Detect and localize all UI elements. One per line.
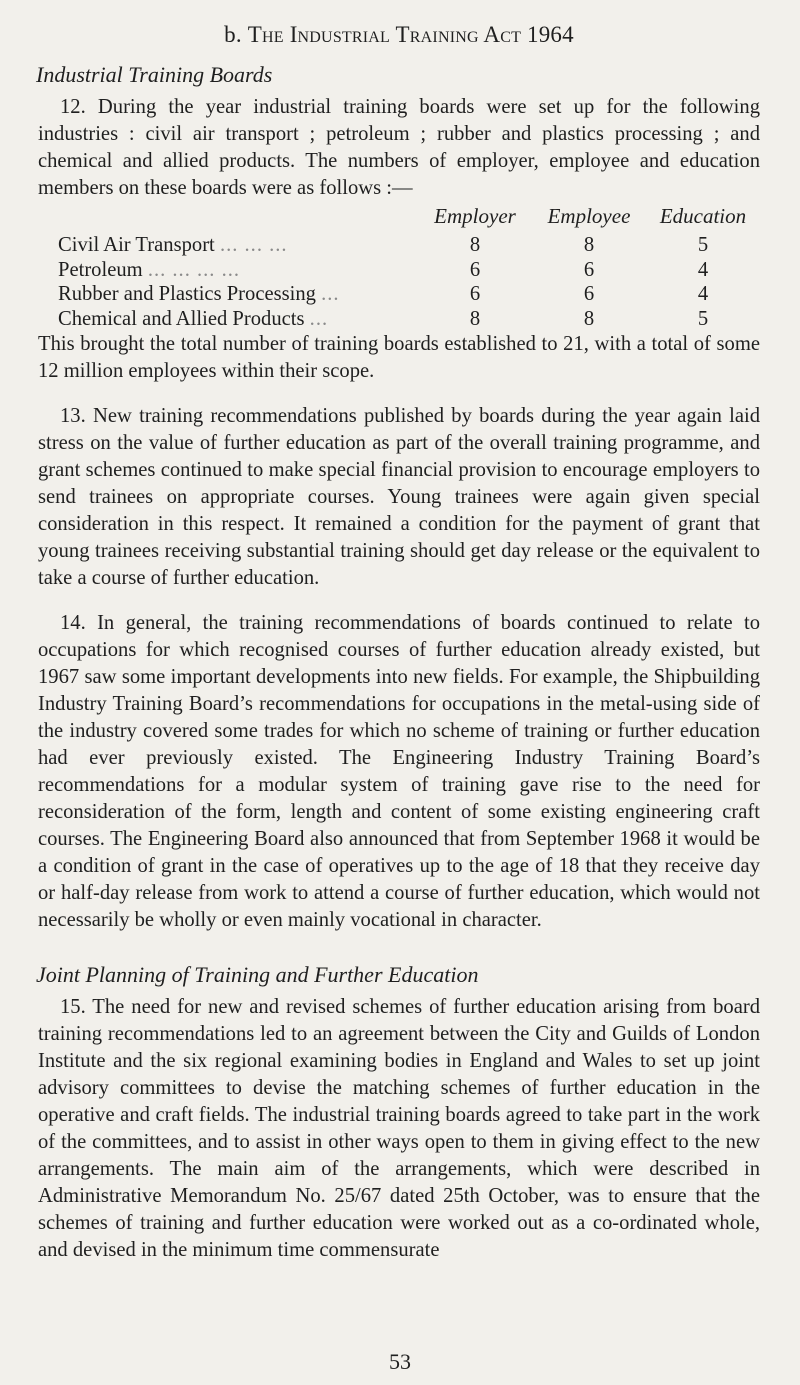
section-heading-industrial-training-boards: Industrial Training Boards (36, 62, 273, 87)
paragraph-after-table: This brought the total number of training boards established to 21, with a total of some 12 million employees within their scope. (38, 333, 760, 382)
education-count: 4 (697, 258, 709, 281)
paragraph-13: 13. New training recommendations published by boards during the year again laid stress on the value of further education as part of the overall training programme, and grant schemes continued to make special financial provision to encourage employers to send trainees on appropriate courses. Young trainees were again given special consideration in this respect. It remained a condition for the payment of grant that young trainees receiving substantial training should get day release or the equivalent to take a course of further education. (38, 405, 760, 589)
running-head-prefix: b. (224, 22, 242, 47)
employee-count: 6 (583, 283, 595, 305)
education-count: 5 (697, 234, 709, 256)
running-head (38, 0, 760, 48)
table-row (38, 307, 760, 332)
column-header-employer: Employer (434, 204, 516, 228)
education-count: 5 (697, 307, 709, 330)
dot-leader: ... (321, 283, 340, 305)
table-row (38, 258, 760, 283)
section-heading-joint-planning: Joint Planning of Training and Further Education (36, 962, 479, 987)
board-members-table (38, 204, 760, 331)
dot-leader: ... ... ... (219, 234, 288, 256)
page-number: 53 (389, 1349, 411, 1374)
employee-count: 8 (583, 234, 595, 256)
industry-cell: Civil Air Transport ... ... ... (58, 234, 288, 256)
employer-count: 8 (469, 307, 481, 330)
employer-count: 6 (469, 283, 481, 305)
paragraph-14: 14. In general, the training recommendations of boards continued to relate to occupations for which recognised courses of further education already existed, but 1967 saw some important developments into new fields. For example, the Shipbuilding Industry Training Board’s recommendations for occupations in the metal-using side of the industry covered some trades for which no scheme of training or further education had ever previously existed. The Engineering Industry Training Board’s recommendations for a modular system of training gave rise to the need for reconsideration of the form, length and content of some existing engineering craft courses. The Engineering Board also announced that from September 1968 it would be a condition of grant in the case of operatives up to the age of 18 that they receive day or half-day release from work to attend a course of further education, which would not necessarily be wholly or even mainly vocational in character. (38, 612, 760, 931)
employee-count: 6 (583, 258, 595, 281)
education-count: 4 (697, 283, 709, 305)
employer-count: 6 (469, 258, 481, 281)
column-header-employee: Employee (547, 204, 631, 228)
industry-cell: Chemical and Allied Products ... (58, 307, 329, 330)
table-header-row (38, 204, 760, 233)
running-head-title: The Industrial Training Act 1964 (247, 22, 574, 47)
table-row (38, 233, 760, 258)
paragraph-15: 15. The need for new and revised schemes of further education arising from board training recommendations led to an agreement between the City and Guilds of London Institute and the six regional examining bodies in England and Wales to set up joint advisory committees to devise the matching schemes of further education in the operative and craft fields. The industrial training boards agreed to take part in the work of the committees, and to assist in other ways open to them in giving effect to the new arrangements. The main aim of the arrangements, which were described in Administrative Memorandum No. 25/67 dated 25th October, was to ensure that the schemes of training and further education were worked out as a co-ordinated whole, and devised in the minimum time commensurate (38, 996, 760, 1261)
table-row (38, 282, 760, 307)
dot-leader: ... (309, 307, 329, 330)
employer-count: 8 (469, 234, 481, 256)
industry-cell: Rubber and Plastics Processing ... (58, 283, 340, 305)
dot-leader: ... ... ... ... (147, 258, 241, 281)
employee-count: 8 (583, 307, 595, 330)
industry-cell: Petroleum ... ... ... ... (58, 258, 241, 281)
paragraph-12: 12. During the year industrial training boards were set up for the following industries : civil air transport ; petroleum ; rubber and plastics processing ; and chemical and allied products. The numbers of employer, employee and education members on these boards were as follows :— (38, 96, 760, 199)
column-header-education: Education (659, 204, 747, 228)
